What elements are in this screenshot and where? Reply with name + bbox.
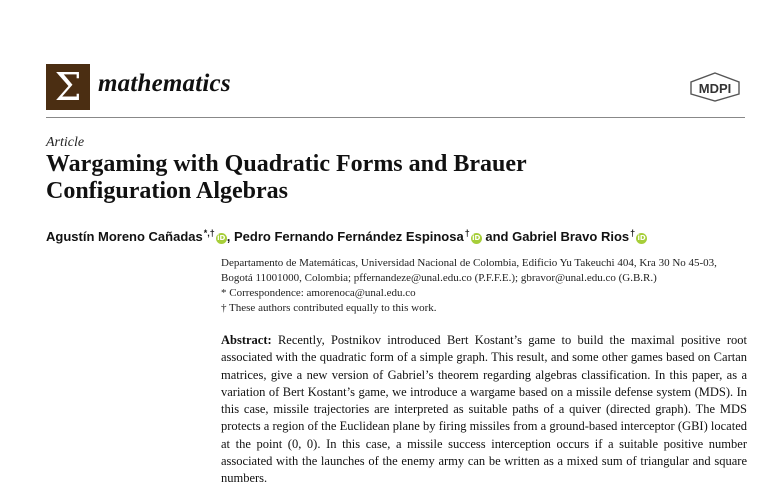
- orcid-icon[interactable]: iD: [217, 234, 226, 242]
- journal-name: mathematics: [98, 70, 231, 97]
- journal-logo: Σ: [46, 64, 90, 110]
- orcid-icon[interactable]: iD: [637, 234, 646, 242]
- author-name: Agustín Moreno Cañadas: [46, 229, 203, 244]
- abstract-text: Recently, Postnikov introduced Bert Kostant’s game to build the maximal positive root associated with the quadratic form of a simple graph. This result, and some other games based on Cartan matrices, give a new version of Gabriel’s theorem regarding algebras classification. In this paper, as a variation of Bert Kostant’s game, we introduce a wargame based on a missile defense system (MDS). In this case, missile trajectories are interpreted as suitable paths of a quiver (directed graph). The MDS protects a region of the Euclidean plane by firing missiles from a ground-based interceptor (GBI) located at the point (0, 0). In this case, a missile success interception occurs if a suitable positive number associated with the launches of the enemy army can be written as a mixed sum of triangular and square numbers.: [221, 333, 747, 486]
- author-marks: *,†: [203, 228, 215, 238]
- author-separator: ,: [226, 229, 234, 244]
- author-marks: †: [630, 228, 636, 238]
- publisher-label: MDPI: [698, 81, 732, 96]
- abstract-label: Abstract:: [221, 333, 272, 347]
- header-divider: [46, 117, 745, 118]
- affiliation-block: [221, 256, 746, 316]
- author-separator: and: [481, 229, 513, 244]
- article-type: Article: [46, 135, 85, 150]
- correspondence-note: * Correspondence: amorenoca@unal.edu.co: [221, 287, 416, 299]
- author-marks: †: [464, 228, 470, 238]
- mdpi-logo: [689, 72, 741, 102]
- author-name: Gabriel Bravo Rios: [512, 229, 630, 244]
- author-name: Pedro Fernando Fernández Espinosa: [234, 229, 464, 244]
- affiliation-text: Departamento de Matemáticas, Universidad Nacional de Colombia, Edificio Yu Takeuchi 404, Kra 30 No 45-03, Bogotá 11001000, Colombia; pffernandeze@unal.edu.co (P.F.F.E.); gbravor@unal.edu.co (G.B.R.): [221, 257, 717, 284]
- orcid-icon[interactable]: iD: [472, 234, 481, 242]
- equal-contribution-note: † These authors contributed equally to this work.: [221, 302, 437, 314]
- article-title: Wargaming with Quadratic Forms and Brauer Configuration Algebras: [46, 151, 527, 204]
- author-list: [46, 228, 746, 244]
- abstract: [221, 332, 747, 488]
